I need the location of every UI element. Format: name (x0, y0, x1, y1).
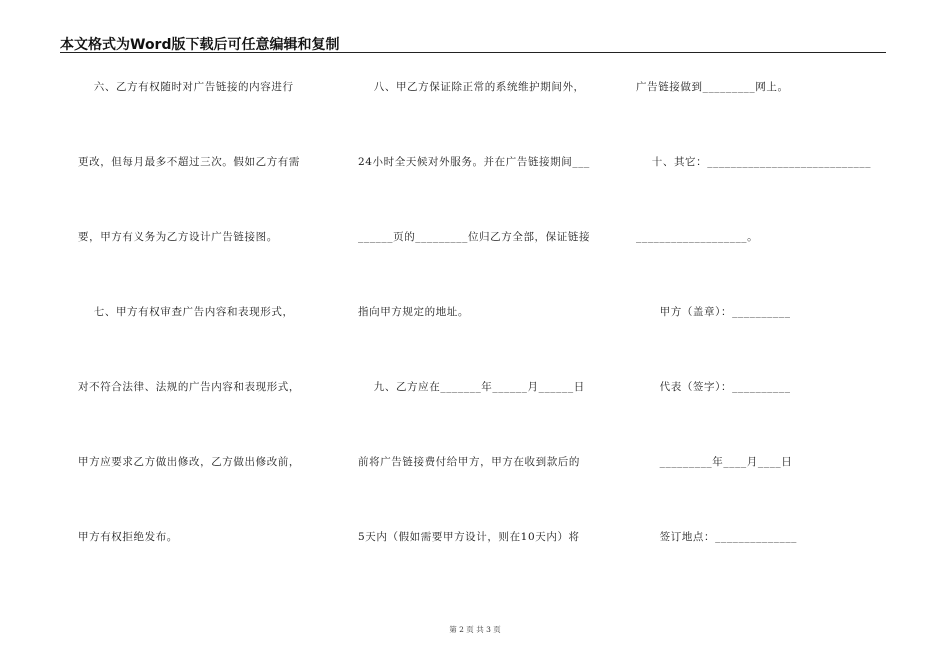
column-3-line-5: 代表（签字）：__________ (636, 381, 791, 393)
column-2-line-3: ______页的_________位归乙方全部，保证链接 (358, 231, 591, 243)
column-1-line-5: 对不符合法律、法规的广告内容和表现形式， (78, 381, 300, 393)
document-header-title: 本文格式为Word版下载后可任意编辑和复制 (60, 37, 340, 53)
column-2-line-7: 5天内（假如需要甲方设计，则在10天内）将 (358, 531, 580, 543)
column-1-line-7: 甲方有权拒绝发布。 (78, 531, 178, 543)
page-number-footer: 第 2 页 共 3 页 (449, 625, 501, 634)
column-1-line-1: 六、乙方有权随时对广告链接的内容进行 (78, 81, 294, 93)
column-1-line-2: 更改，但每月最多不超过三次。假如乙方有需 (78, 156, 300, 168)
column-2-line-5: 九、乙方应在_______年______月______日 (358, 381, 585, 393)
column-3-line-2: 十、其它：____________________________ (636, 156, 872, 168)
column-1-line-4: 七、甲方有权审查广告内容和表现形式， (78, 306, 294, 318)
column-1-line-6: 甲方应要求乙方做出修改，乙方做出修改前， (78, 456, 300, 468)
column-2-line-1: 八、甲乙方保证除正常的系统维护期间外， (358, 81, 585, 93)
column-2-line-6: 前将广告链接费付给甲方，甲方在收到款后的 (358, 456, 580, 468)
header-divider (60, 52, 886, 53)
column-3-line-1: 广告链接做到_________网上。 (636, 81, 789, 93)
column-2-line-4: 指向甲方规定的地址。 (358, 306, 469, 318)
column-3-line-3: ___________________。 (636, 231, 759, 243)
column-3-line-4: 甲方（盖章）：__________ (636, 306, 791, 318)
column-3-line-7: 签订地点：______________ (636, 531, 798, 543)
column-2-line-2: 24小时全天候对外服务。并在广告链接期间___ (358, 156, 590, 168)
column-3-line-6: _________年____月____日 (636, 456, 793, 468)
column-1-line-3: 要，甲方有义务为乙方设计广告链接图。 (78, 231, 278, 243)
